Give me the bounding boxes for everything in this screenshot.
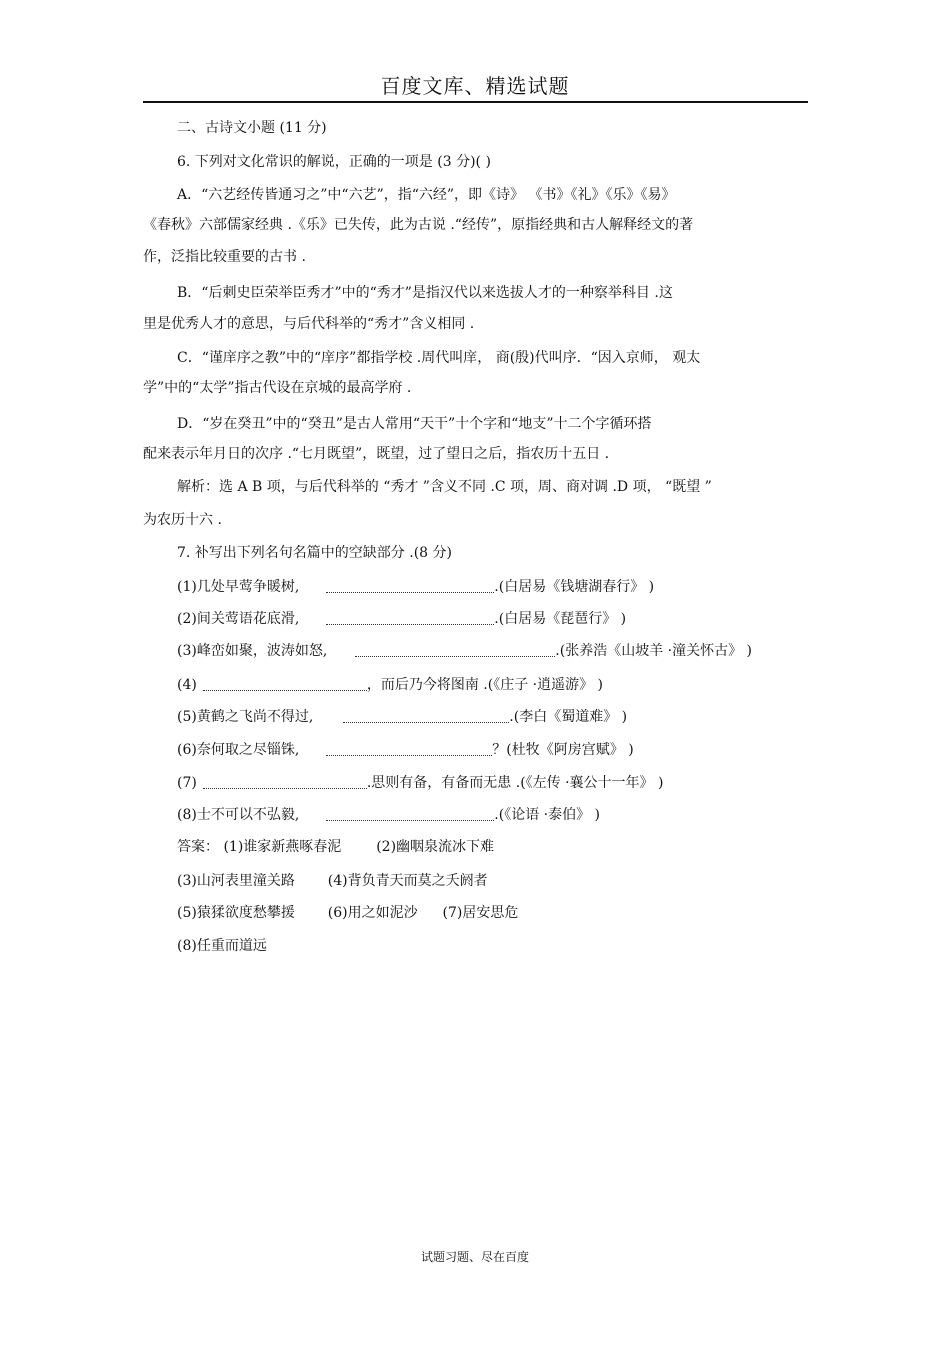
q6-option-b-line2: 里是优秀人才的意思，与后代科举的“秀才”含义相同 . xyxy=(143,316,475,332)
q6-option-b-line1: B．“后刺史臣荣举臣秀才”中的“秀才”是指汉代以来选拔人才的一种察举科目 .这 xyxy=(177,285,673,301)
fill-blank xyxy=(326,741,492,756)
q6-analysis-line1: 解析：选 A B 项，与后代科举的 “秀才 ”含义不同 .C 项，周、商对调 .D 项， “既望 ” xyxy=(177,479,712,495)
q7-item-prefix: (2)间关莺语花底滑, xyxy=(177,611,300,627)
answer-3: (3)山河表里潼关路 xyxy=(177,873,295,889)
q7-item-prefix: (7) xyxy=(177,775,197,791)
q6-stem: 6. 下列对文化常识的解说，正确的一项是 (3 分)( ) xyxy=(177,154,491,170)
q6-option-a-line2: 《春秋》六部儒家经典 .《乐》已失传，此为古说 .“经传”，原指经典和古人解释经文的著 xyxy=(143,217,694,233)
q7-item-prefix: (1)几处早莺争暖树, xyxy=(177,579,300,595)
q7-item-2 xyxy=(177,609,626,629)
q7-item-prefix: (3)峰峦如聚，波涛如怒, xyxy=(177,643,328,659)
q7-item-suffix: .(李白《蜀道难》 ) xyxy=(509,709,628,725)
answer-5: (5)猿猱欲度愁攀援 xyxy=(177,905,295,921)
answer-4: (4)背负青天而莫之夭阏者 xyxy=(327,873,488,889)
answer-label: 答案： xyxy=(177,839,219,855)
q7-item-suffix: .思则有备，有备而无患 .(《左传 ·襄公十一年》 ) xyxy=(366,775,664,791)
q6-option-c-line1: C．“谨庠序之教”中的“庠序”都指学校 .周代叫庠， 商(殷)代叫序．“因入京师， 观太 xyxy=(177,350,701,366)
q7-item-prefix: (6)奈何取之尽锱铢, xyxy=(177,742,300,758)
q7-item-4 xyxy=(177,675,603,695)
fill-blank xyxy=(326,806,494,821)
q7-item-prefix: (5)黄鹤之飞尚不得过, xyxy=(177,709,314,725)
q7-item-5 xyxy=(177,707,627,727)
answer-2: (2)幽咽泉流冰下难 xyxy=(376,839,495,855)
fill-blank xyxy=(203,774,367,789)
q6-option-a-line3: 作，泛指比较重要的古书 . xyxy=(143,249,306,265)
fill-blank xyxy=(355,642,555,657)
page-footer: 试题习题、尽在百度 xyxy=(420,1250,529,1264)
q7-item-suffix: ，而后乃今将图南 .(《庄子 ·逍遥游》 ) xyxy=(366,677,604,693)
q6-option-c-line2: 学”中的“太学”指古代设在京城的最高学府 . xyxy=(143,380,412,396)
q7-item-suffix: .(白居易《琵琶行》 ) xyxy=(494,611,627,627)
q7-item-1 xyxy=(177,577,654,597)
q6-option-d-line1: D．“岁在癸丑”中的“癸丑”是古人常用“天干”十个字和“地支”十二个字循环搭 xyxy=(177,416,652,432)
fill-blank xyxy=(326,610,494,625)
q7-item-suffix: .(白居易《钱塘湖春行》 ) xyxy=(494,579,655,595)
fill-blank xyxy=(343,708,509,723)
q7-item-suffix: .(张养浩《山坡羊 ·潼关怀古》 ) xyxy=(555,643,753,659)
q6-analysis-line2: 为农历十六 . xyxy=(143,512,222,528)
q7-answer-line3 xyxy=(177,903,518,923)
fill-blank xyxy=(326,578,494,593)
q7-item-6 xyxy=(177,740,634,760)
q7-stem: 7. 补写出下列名句名篇中的空缺部分 .(8 分) xyxy=(177,545,452,561)
q7-item-8 xyxy=(177,805,600,825)
q7-item-7 xyxy=(177,773,663,793)
section-title: 二、古诗文小题 (11 分) xyxy=(177,120,327,136)
answer-6: (6)用之如泥沙 xyxy=(327,905,418,921)
q7-item-suffix: ？(杜牧《阿房宫赋》 ) xyxy=(492,742,634,758)
q7-answer-line1 xyxy=(177,837,494,857)
q7-answer-line4 xyxy=(177,936,267,956)
fill-blank xyxy=(203,676,367,691)
q7-item-3 xyxy=(177,641,752,661)
q7-item-prefix: (8)士不可以不弘毅, xyxy=(177,807,300,823)
q7-answer-line2 xyxy=(177,871,488,891)
q7-item-prefix: (4) xyxy=(177,677,197,693)
page-header-title: 百度文库、精选试题 xyxy=(380,74,570,98)
q6-option-a-line1: A．“六艺经传皆通习之”中“六艺”，指“六经”，即《诗》 《书》《礼》《乐》《易》 xyxy=(177,187,676,203)
answer-1: (1)谁家新燕啄春泥 xyxy=(223,839,342,855)
q6-option-d-line2: 配来表示年月日的次序 .“七月既望”，既望，过了望日之后，指农历十五日 . xyxy=(143,446,610,462)
q7-item-suffix: .(《论语 ·泰伯》 ) xyxy=(494,807,601,823)
answer-7: (7)居安思危 xyxy=(442,905,519,921)
answer-8: (8)任重而道远 xyxy=(177,938,267,954)
header-divider xyxy=(143,101,808,103)
